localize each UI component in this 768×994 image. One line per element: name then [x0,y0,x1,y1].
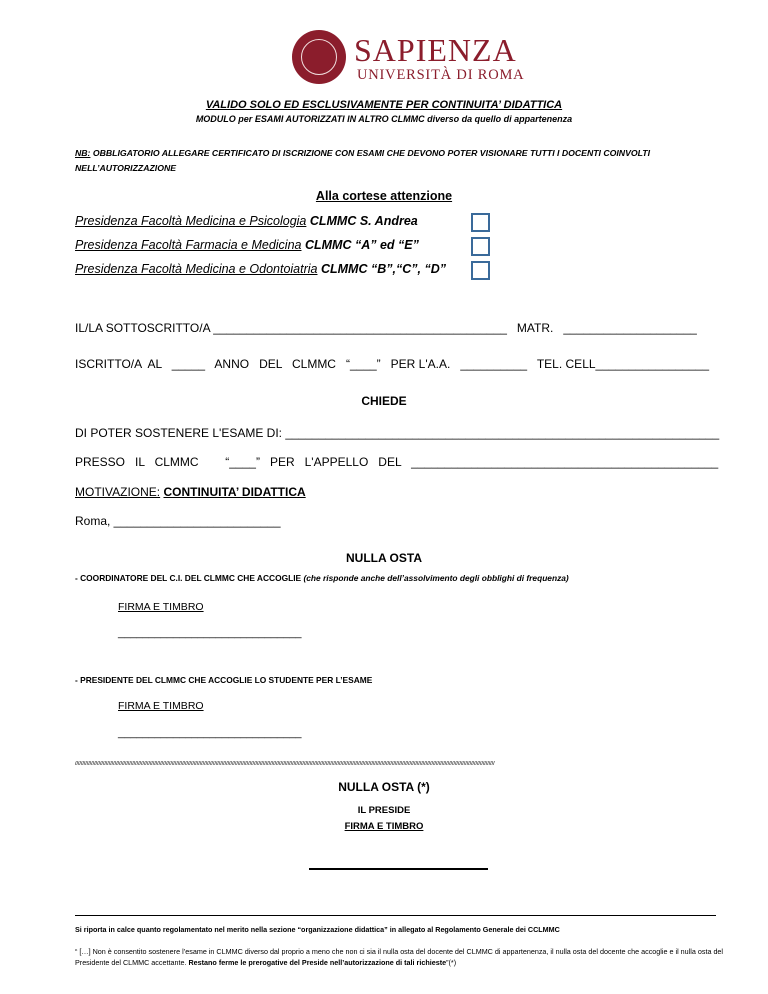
presidenza-clmmc: CLMMC S. Andrea [309,214,418,228]
attention-heading: Alla cortese attenzione [315,189,453,203]
iscritto-line[interactable]: ISCRITTO/A AL _____ ANNO DEL CLMMC “____” PER L'A.A. __________ TEL. CELL_________________ [75,357,709,371]
footer-divider [75,915,716,916]
coordinatore-label: - COORDINATORE DEL C.I. DEL CLMMC CHE ACCOGLIE [75,573,304,583]
presso-line[interactable]: PRESSO IL CLMMC “____” PER L'APPELLO DEL ______________________________________________ [75,455,719,469]
preside-role: IL PRESIDE [357,805,411,816]
presidenza-row-3 [75,262,446,276]
firma-timbro-1: FIRMA E TIMBRO [118,601,204,613]
footer-quote-bold: Restano ferme le prerogative del Preside nell’autorizzazione di tali richieste [188,958,447,967]
preside-firma: FIRMA E TIMBRO [344,821,424,832]
signature-line-2[interactable]: ______________________________ [118,727,302,739]
preside-signature-line[interactable] [309,868,488,870]
presidenza-row-2 [75,238,419,252]
nb-note [75,146,715,176]
sapienza-seal-logo [292,30,346,84]
chiede-heading: CHIEDE [361,394,407,408]
seal-ring [301,39,337,75]
nb-text: OBBLIGATORIO ALLEGARE CERTIFICATO DI ISCRIZIONE CON ESAMI CHE DEVONO POTER VISIONARE TUTTI I DOCENTI COINVOLTI NELL’AUTORIZZAZIONE [75,148,651,173]
motivazione-label: MOTIVAZIONE: [75,485,161,499]
document-title: VALIDO SOLO ED ESCLUSIVAMENTE PER CONTINUITA’ DIDATTICA [205,99,563,111]
presidenza-clmmc: CLMMC “B”,“C”, “D” [320,262,446,276]
firma-timbro-2: FIRMA E TIMBRO [118,700,204,712]
nb-label: NB: [75,148,91,158]
coordinatore-note: (che risponde anche dell’assolvimento degli obblighi di frequenza) [303,573,569,583]
presidenza-name: Presidenza Facoltà Medicina e Odontoiatria [75,262,318,276]
signature-line-1[interactable]: ______________________________ [118,627,302,639]
footer-intro: Si riporta in calce quanto regolamentato nel merito nella sezione “organizzazione didattica” in allegato al Regolamento Generale dei CCLMMC [75,925,560,934]
presidenza-clmmc: CLMMC “A” ed “E” [304,238,419,252]
nulla-osta-preside-heading: NULLA OSTA (*) [338,780,430,794]
checkbox-b-c-d[interactable] [471,261,490,280]
motivazione-line [75,485,306,499]
footer-quote-text: “ […] Non è consentito sostenere l’esame in CLMMC diverso dal proprio a meno che non ci sia il nulla osta del docente del CLMMC di appartenenza, il nulla osta del docente che accoglie e il nulla osta del Presidente del CLMMC accettante. [75,947,724,967]
esame-line[interactable]: DI POTER SOSTENERE L'ESAME DI: _________________________________________________________________ [75,426,720,440]
coordinatore-line [75,573,569,583]
presidenza-name: Presidenza Facoltà Medicina e Psicologia [75,214,307,228]
presidente-line: - PRESIDENTE DEL CLMMC CHE ACCOGLIE LO STUDENTE PER L’ESAME [75,675,373,685]
footer-quote [75,946,725,968]
checkbox-a-e[interactable] [471,237,490,256]
footer-quote-end: ”(*) [446,958,457,967]
roma-date-line[interactable]: Roma, _________________________ [75,514,281,528]
checkbox-s-andrea[interactable] [471,213,490,232]
presidenza-name: Presidenza Facoltà Farmacia e Medicina [75,238,302,252]
nulla-osta-heading: NULLA OSTA [346,551,422,565]
logo-subtitle: UNIVERSITÀ DI ROMA [357,67,525,83]
slash-separator: ////////////////////////////////////////////////////////////////////////////////////////////////////////////////////////////////////////////////////////////////////////////////////////////////////////////////////////////////////////////////////////////////////////////////////////////// [75,761,495,767]
motivazione-value: CONTINUITA’ DIDATTICA [163,485,306,499]
sottoscritto-line[interactable]: IL/LA SOTTOSCRITTO/A ____________________________________________ MATR. ____________________ [75,321,697,335]
logo-name: SAPIENZA [354,32,517,68]
presidenza-row-1 [75,214,418,228]
document-subtitle: MODULO per ESAMI AUTORIZZATI IN ALTRO CLMMC diverso da quello di appartenenza [195,114,573,124]
